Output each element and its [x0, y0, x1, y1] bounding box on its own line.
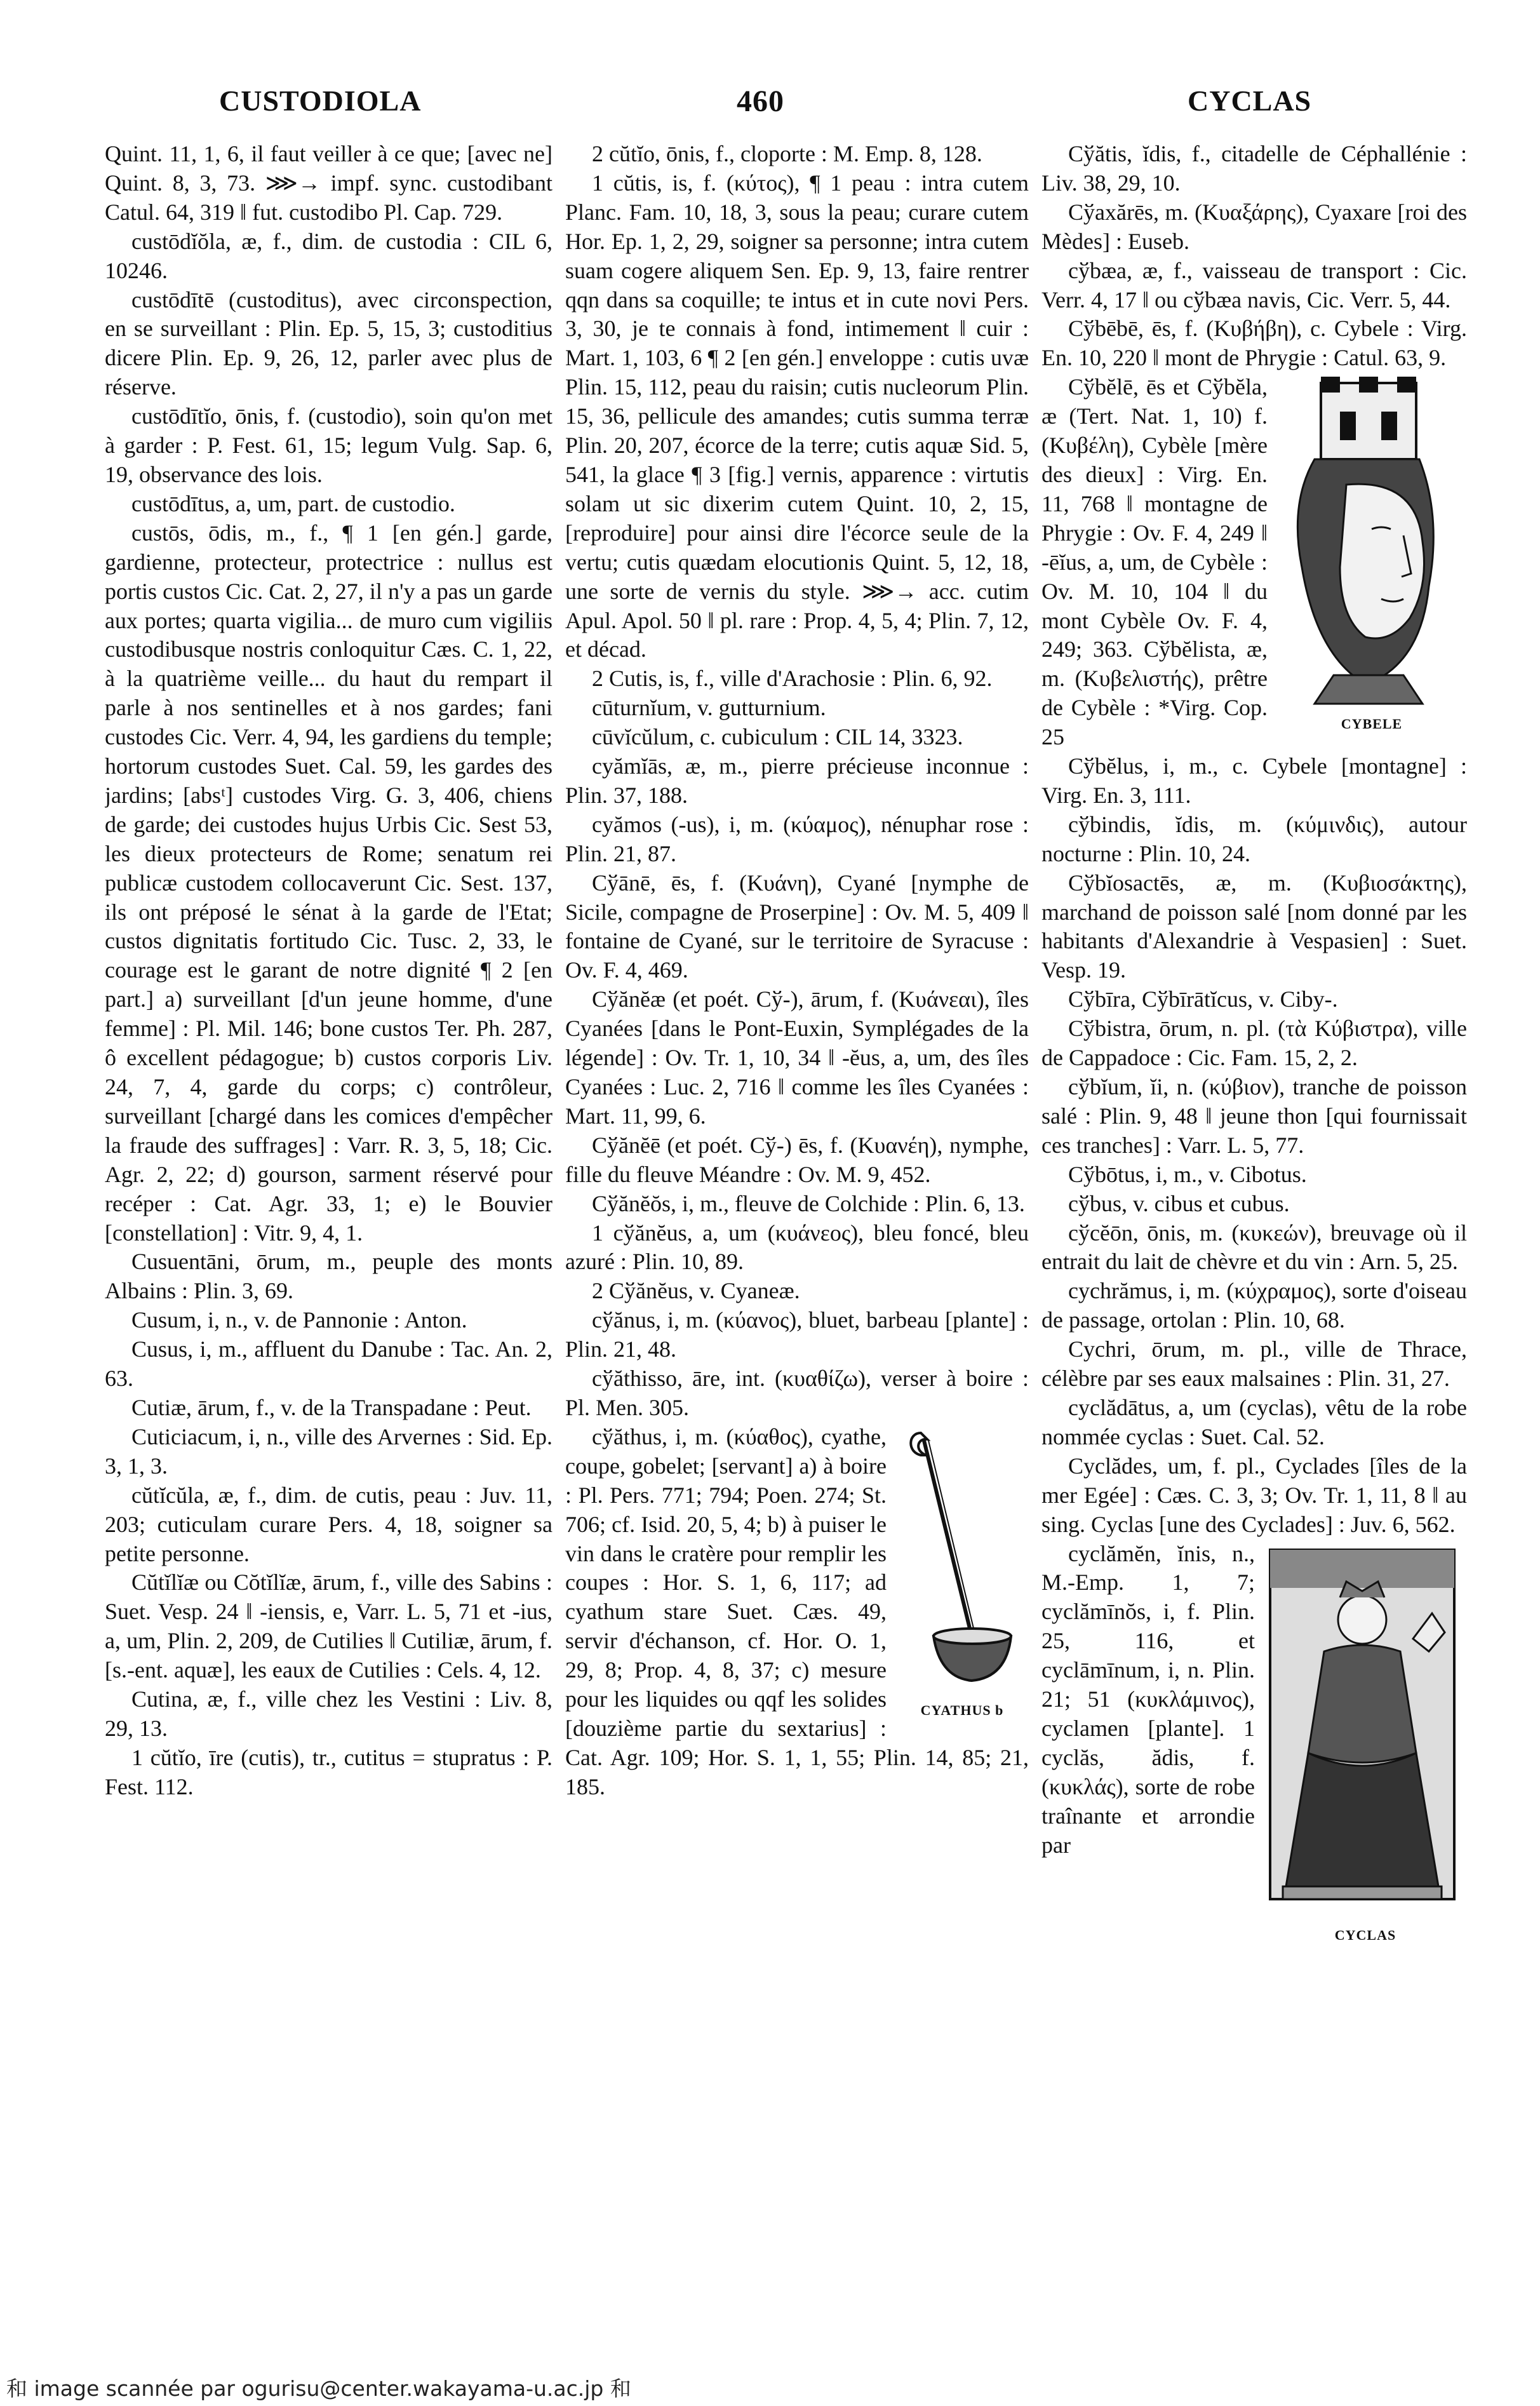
column-1-entry: Cusus, i, m., affluent du Danube : Tac. An. 2, 63.	[105, 1336, 552, 1392]
column-3-entry: Cyclădes, um, f. pl., Cyclades [îles de la mer Egée] : Cæs. C. 3, 3; Ov. Tr. 1, 11, 8 ‖ au sing. Cyclas [une des Cyclades] : Juv. 6, 562.	[1041, 1453, 1467, 1537]
column-2-entry: 2 Cutis, is, f., ville d'Arachosie : Plin. 6, 92.	[592, 666, 993, 692]
entry-cybele: Cўbĕlē, ēs et Cўbĕla, æ (Tert. Nat. 1, 10) f. (Κυβέλη), Cybèle [mère des dieux] : Virg. En. 11, 768 ‖ montagne de Phrygie : Ov. F. 4, 249 ‖ -ēĭus, a, um, de Cybèle : Ov. M. 10, 104 ‖ du mont Cybèle Ov. F. 4, 249; 363. Cўbĕlista, æ, m. (Κυβελιστής), prêtre de Cybèle : *Virg. Cop. 25	[1041, 374, 1268, 750]
column-3-entry: Cўbĕlus, i, m., c. Cybele [montagne] : Virg. En. 3, 111.	[1041, 753, 1467, 808]
column-1-entry: Cutina, æ, f., ville chez les Vestini : Liv. 8, 29, 13.	[105, 1686, 552, 1741]
column-2	[565, 140, 1029, 2311]
cybele-figure	[1276, 377, 1467, 739]
column-3-entries-middle	[1041, 752, 1467, 1539]
column-1-entry: custōs, ōdis, m., f., ¶ 1 [en gén.] garde, gardienne, protecteur, protectrice : nullus est portis custos Cic. Cat. 2, 27, il n'y a pas un garde aux portes; quarta vigilia... de muro cum vigiliis custodibusque nostris conloquitur Cæs. C. 1, 22, à la quatrième veille... du haut du rempart il parle à nos sentinelles et à nos gardes; fani custodes Cic. Verr. 4, 94, les gardiens du temple; hortorum custodes Suet. Cal. 59, les gardes des jardins; [absᵗ] custodes Virg. G. 3, 406, chiens de garde; dei custodes hujus Urbis Cic. Sest 53, les dieux protecteurs de Rome; senatum rei publicæ custodem collocaverunt Cic. Sest. 137, ils ont préposé le sénat à la garde de l'Etat; custos dignitatis fortitudo Cic. Tusc. 2, 33, le courage est le garant de notre dignité ¶ 2 [en part.] a) surveillant [d'un jeune homme, d'une femme] : Pl. Mil. 146; bone custos Ter. Ph. 287, ô excellent pédagogue; b) custos corporis Liv. 24, 7, 4, garde du corps; c) contrôleur, surveillant [chargé dans les comices d'empêcher la fraude des suffrages] : Varr. R. 3, 5, 18; Cic. Agr. 2, 22; d) gourson, sarment réservé pour recéper : Cat. Agr. 33, 1; e) le Bouvier [constellation] : Vitr. 9, 4, 1.	[105, 520, 552, 1246]
column-2-entry: cўănus, i, m. (κύανος), bluet, barbeau [plante] : Plin. 21, 48.	[565, 1307, 1029, 1362]
cyathus-caption: CYATHUS b	[920, 1702, 1004, 1718]
column-3-entry: Cўbēbē, ēs, f. (Κυβήβη), c. Cybele : Virg. En. 10, 220 ‖ mont de Phrygie : Catul. 63, 9.	[1041, 316, 1467, 371]
column-2-entry: 1 cŭtis, is, f. (κύτος), ¶ 1 peau : intra cutem Planc. Fam. 10, 18, 3, sous la peau; curare cutem Hor. Ep. 1, 2, 29, soigner sa personne; intra cutem suam cogere aliquem Sen. Ep. 9, 13, faire rentrer qqn dans sa coquille; te intus et in cute novi Pers. 3, 30, je te connais à fond, intimement ‖ cuir : Mart. 1, 103, 6 ¶ 2 [en gén.] enveloppe : cutis uvæ Plin. 15, 112, peau du raisin; cutis nucleorum Plin. 15, 36, pellicule des amandes; cutis summa terræ Plin. 20, 207, écorce de la terre; cutis aquæ Sid. 5, 541, la glace ¶ 3 [fig.] vernis, apparence : virtutis solam ut sic dixerim cutem Quint. 10, 2, 15, [reproduire] pour ainsi dire l'écorce seule de la vertu; cutis quædam elocutionis Quint. 5, 12, 18, une sorte de vernis du style. ⋙→ acc. cutim Apul. Apol. 50 ‖ pl. rare : Prop. 4, 5, 4; Plin. 7, 12, et décad.	[565, 170, 1029, 662]
cybele-head-icon	[1276, 377, 1461, 707]
column-1-entry: Cusum, i, n., v. de Pannonie : Anton.	[131, 1307, 467, 1333]
column-2-entry: cyămĭās, æ, m., pierre précieuse inconnue : Plin. 37, 188.	[565, 753, 1029, 808]
column-2-entry: cūturnĭum, v. gutturnium.	[592, 695, 826, 721]
column-1-entry: Quint. 11, 1, 6, il faut veiller à ce que; [avec ne] Quint. 8, 3, 73. ⋙→ impf. sync. custodibant Catul. 64, 319 ‖ fut. custodibo Pl. Cap. 729.	[105, 141, 552, 225]
entry-cyclamen: cyclămĕn, ĭnis, n., M.-Emp. 1, 7; cyclămīnŏs, i, f. Plin. 25, 116, et cyclāmīnum, i, n. Plin. 21; 51 (κυκλάμινος), cyclamen [plante]. 1 cyclăs, ădis, f. (κυκλάς), sorte de robe traînante et arrondie par	[1041, 1540, 1255, 1858]
column-3-entry: Cўătis, ĭdis, f., citadelle de Céphallénie : Liv. 38, 29, 10.	[1041, 141, 1467, 196]
column-2-entry: cyămos (-us), i, m. (κύαμος), nénuphar rose : Plin. 21, 87.	[565, 811, 1029, 866]
cyathus-figure	[895, 1427, 1029, 1725]
column-3-entry: Cўbōtus, i, m., v. Cibotus.	[1068, 1161, 1307, 1187]
page-number: 460	[737, 84, 784, 118]
running-head-left: CUSTODIOLA	[219, 84, 422, 117]
column-3-entry: cyclădātus, a, um (cyclas), vêtu de la robe nommée cyclas : Suet. Cal. 52.	[1041, 1394, 1467, 1449]
column-3-entry: Cўbĭosactēs, æ, m. (Κυβιοσάκτης), marchand de poisson salé [nom donné par les habitants d'Alexandrie à Vespasien] : Suet. Vesp. 19.	[1041, 870, 1467, 983]
column-2-entries	[565, 140, 1029, 1423]
column-1-entry: Cŭtĭlĭæ ou Cŏtĭlĭæ, ārum, f., ville des Sabins : Suet. Vesp. 24 ‖ -iensis, e, Varr. L. 5, 71 et -ius, a, um, Plin. 2, 209, de Cutilies ‖ Cutiliæ, ārum, f. [s.-ent. aquæ], les eaux de Cutilies : Cels. 4, 12.	[105, 1569, 552, 1683]
column-3	[1041, 140, 1467, 2311]
column-3-entries-top	[1041, 140, 1467, 373]
cyathus-ladle-icon	[895, 1427, 1022, 1693]
column-1-entry: Cuticiacum, i, n., ville des Arvernes : Sid. Ep. 3, 1, 3.	[105, 1423, 552, 1479]
column-2-entry: Cўănĕē (et poét. Cў-) ēs, f. (Κυανέη), nymphe, fille du fleuve Méandre : Ov. M. 9, 452.	[565, 1132, 1029, 1187]
column-2-entry: Cўănĕæ (et poét. Cў-), ārum, f. (Κυάνεαι), îles Cyanées [dans le Pont-Euxin, Symplégades de la légende] : Ov. Tr. 1, 10, 34 ‖ -ĕus, a, um, des îles Cyanées : Luc. 2, 716 ‖ comme les îles Cyanées : Mart. 11, 99, 6.	[565, 986, 1029, 1129]
column-1-entry: custōdĭŏla, æ, f., dim. de custodia : CIL 6, 10246.	[105, 228, 552, 283]
column-2-entry: 1 cўănĕus, a, um (κυάνεος), bleu foncé, bleu azuré : Plin. 10, 89.	[565, 1220, 1029, 1275]
column-1-entry: custōdītē (custoditus), avec circonspection, en se surveillant : Plin. Ep. 5, 15, 3; custoditius dicere Plin. Ep. 9, 26, 12, parler avec plus de réserve.	[105, 286, 552, 400]
column-2-entry: 2 Cўănĕus, v. Cyaneæ.	[592, 1278, 800, 1304]
scan-credit-footer: 和 image scannée par ogurisu@center.wakayama-u.ac.jp 和	[6, 2376, 631, 2401]
column-1	[105, 140, 552, 2311]
column-3-entry: Cўbīra, Cўbīrātĭcus, v. Ciby-.	[1068, 986, 1338, 1012]
cyclas-caption: CYCLAS	[1334, 1926, 1396, 1943]
cybele-caption: CYBELE	[1341, 716, 1403, 732]
cyclas-figure	[1264, 1543, 1467, 1950]
column-1-entry: 1 cŭtĭo, īre (cutis), tr., cutitus = stupratus : P. Fest. 112.	[105, 1744, 552, 1799]
column-2-entry: cūvĭcŭlum, c. cubiculum : CIL 14, 3323.	[592, 724, 963, 750]
running-head-right: CYCLAS	[1188, 84, 1312, 117]
column-3-entry: cўbus, v. cibus et cubus.	[1068, 1190, 1290, 1216]
column-3-entry: Cўaxărēs, m. (Κυαξάρης), Cyaxare [roi des Mèdes] : Euseb.	[1041, 199, 1467, 254]
column-1-entry: cŭtĭcŭla, æ, f., dim. de cutis, peau : Juv. 11, 203; cuticulam curare Pers. 4, 18, soigner sa petite personne.	[105, 1482, 552, 1566]
cyclas-statue-icon	[1264, 1543, 1461, 1918]
column-3-entry: cychrămus, i, m. (κύχραμος), sorte d'oiseau de passage, ortolan : Plin. 10, 68.	[1041, 1278, 1467, 1333]
column-1-entry: Cusuentāni, ōrum, m., peuple des monts Albains : Plin. 3, 69.	[105, 1249, 552, 1304]
column-1-entry: custōdītus, a, um, part. de custodio.	[131, 490, 455, 516]
column-2-entry: cўăthisso, āre, int. (κυαθίζω), verser à boire : Pl. Men. 305.	[565, 1366, 1029, 1420]
entry-cyathus: cўăthus, i, m. (κύαθος), cyathe, coupe, gobelet; [servant] a) à boire : Pl. Pers. 771; 794; Poen. 274; St. 706; cf. Isid. 20, 5, 4; b) à puiser le vin dans le cratère pour remplir les coupes : Hor. S. 1, 6, 117; ad cyathum stare Suet. Cæs. 49, servir d'échanson, cf. Hor. O. 1, 29, 8; Prop. 4, 8, 37; c) mesure pour les liquides ou qqf les solides [douzième partie du sextarius] : Cat. Agr. 109; Hor. S. 1, 1, 55; Plin. 14, 85; 21, 185.	[565, 1423, 1029, 1799]
column-2-entry: Cўānē, ēs, f. (Κυάνη), Cyané [nymphe de Sicile, compagne de Proserpine] : Ov. M. 5, 409 ‖ fontaine de Cyané, sur le territoire de Syracuse : Ov. F. 4, 469.	[565, 870, 1029, 983]
column-2-entry: 2 cŭtĭo, ōnis, f., cloporte : M. Emp. 8, 128.	[592, 141, 982, 166]
column-3-entry: cўbæa, æ, f., vaisseau de transport : Cic. Verr. 4, 17 ‖ ou cўbæa navis, Cic. Verr. 5, 44.	[1041, 257, 1467, 313]
column-3-entry: cўbĭum, ĭi, n. (κύβιον), tranche de poisson salé : Plin. 9, 48 ‖ jeune thon [qui fournissait ces tranches] : Varr. L. 5, 77.	[1041, 1074, 1467, 1158]
column-3-entry: cўbindis, ĭdis, m. (κύμινδις), autour nocturne : Plin. 10, 24.	[1041, 811, 1467, 866]
column-3-entry: Cychri, ōrum, m. pl., ville de Thrace, célèbre par ses eaux malsaines : Plin. 31, 27.	[1041, 1336, 1467, 1392]
column-2-entry: Cўănĕŏs, i, m., fleuve de Colchide : Plin. 6, 13.	[592, 1190, 1025, 1216]
column-3-entry: cўcĕōn, ōnis, m. (κυκεών), breuvage où il entrait du lait de chèvre et du vin : Arn. 5, 25.	[1041, 1220, 1467, 1275]
column-3-entry: Cўbistra, ōrum, n. pl. (τὰ Κύβιστρα), ville de Cappadoce : Cic. Fam. 15, 2, 2.	[1041, 1016, 1467, 1071]
column-1-entry: custōdītĭo, ōnis, f. (custodio), soin qu'on met à garder : P. Fest. 61, 15; legum Vulg. Sap. 6, 19, observance des lois.	[105, 403, 552, 487]
column-1-entry: Cutiæ, ārum, f., v. de la Transpadane : Peut.	[131, 1394, 532, 1420]
